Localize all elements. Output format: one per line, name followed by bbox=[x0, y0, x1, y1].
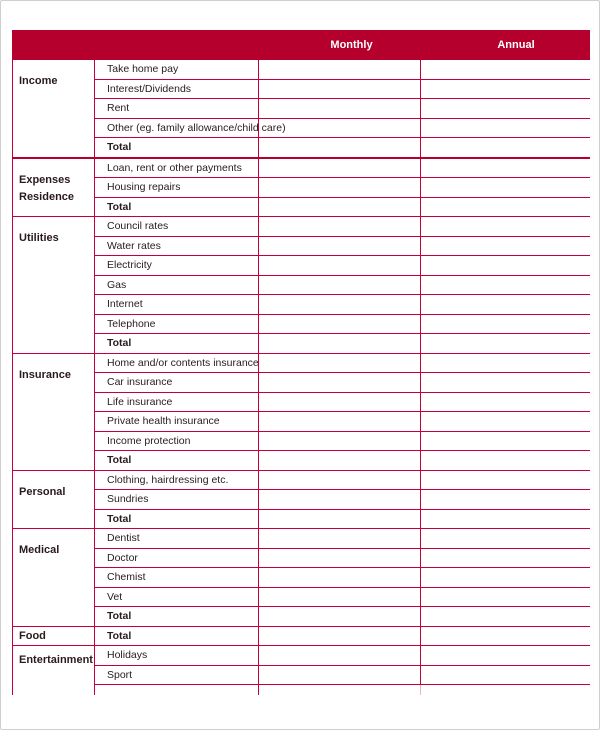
monthly-cell[interactable] bbox=[258, 256, 420, 275]
row-label: Interest/Dividends bbox=[107, 82, 192, 95]
monthly-cell[interactable] bbox=[258, 334, 420, 353]
table-row bbox=[94, 431, 590, 451]
annual-cell[interactable] bbox=[420, 256, 590, 275]
monthly-cell[interactable] bbox=[258, 373, 420, 392]
annual-cell[interactable] bbox=[420, 217, 590, 236]
row-label: Income protection bbox=[107, 434, 191, 447]
table-row bbox=[94, 587, 590, 607]
row-label: Take home pay bbox=[107, 63, 179, 75]
annual-cell[interactable] bbox=[420, 490, 590, 509]
annual-cell[interactable] bbox=[420, 627, 590, 646]
row-label: Telephone bbox=[107, 317, 156, 330]
table-row bbox=[94, 118, 590, 138]
category-label: Income bbox=[12, 60, 94, 157]
row-label: Holidays bbox=[107, 649, 148, 661]
row-label: Car insurance bbox=[107, 376, 173, 388]
category-label-line: Residence bbox=[19, 190, 75, 203]
annual-cell[interactable] bbox=[420, 119, 590, 138]
table-row bbox=[94, 411, 590, 431]
annual-cell[interactable] bbox=[420, 237, 590, 256]
annual-column-header: Annual bbox=[497, 39, 535, 51]
table-row bbox=[94, 294, 590, 314]
row-label: Life insurance bbox=[107, 395, 173, 408]
annual-cell[interactable] bbox=[420, 568, 590, 587]
row-label: Water rates bbox=[107, 239, 161, 252]
monthly-cell[interactable] bbox=[258, 80, 420, 99]
monthly-cell[interactable] bbox=[258, 490, 420, 509]
annual-cell[interactable] bbox=[420, 315, 590, 334]
annual-cell[interactable] bbox=[420, 685, 590, 695]
table-row bbox=[94, 79, 590, 99]
category-label: Entertainment bbox=[12, 646, 94, 695]
annual-cell[interactable] bbox=[420, 549, 590, 568]
monthly-cell[interactable] bbox=[258, 315, 420, 334]
table-row bbox=[94, 509, 590, 529]
row-total-label: Total bbox=[107, 512, 132, 525]
table-row bbox=[94, 646, 590, 665]
monthly-cell[interactable] bbox=[258, 588, 420, 607]
monthly-cell[interactable] bbox=[258, 646, 420, 665]
monthly-cell[interactable] bbox=[258, 627, 420, 646]
section-expenses-residence bbox=[12, 157, 590, 217]
table-row bbox=[94, 137, 590, 157]
category-label: Insurance bbox=[12, 354, 94, 470]
table-row bbox=[94, 627, 590, 646]
monthly-cell[interactable] bbox=[258, 607, 420, 626]
monthly-cell[interactable] bbox=[258, 432, 420, 451]
row-label bbox=[95, 685, 258, 695]
monthly-cell[interactable] bbox=[258, 237, 420, 256]
row-label: Doctor bbox=[107, 551, 138, 564]
monthly-cell[interactable] bbox=[258, 159, 420, 178]
row-label: Dentist bbox=[107, 532, 140, 544]
category-label bbox=[12, 159, 94, 217]
row-total-label: Total bbox=[107, 629, 132, 642]
annual-cell[interactable] bbox=[420, 607, 590, 626]
table-row bbox=[94, 236, 590, 256]
row-label: Private health insurance bbox=[107, 415, 220, 427]
row-label: Sport bbox=[107, 668, 133, 681]
monthly-cell[interactable] bbox=[258, 354, 420, 373]
section-personal bbox=[12, 470, 590, 529]
table-row bbox=[94, 489, 590, 509]
row-label: Rent bbox=[107, 102, 130, 114]
annual-cell[interactable] bbox=[420, 99, 590, 118]
monthly-cell[interactable] bbox=[258, 217, 420, 236]
table-row bbox=[94, 665, 590, 685]
row-label: Vet bbox=[107, 590, 123, 603]
category-label-line: Expenses bbox=[19, 173, 71, 186]
table-row bbox=[94, 606, 590, 626]
table-row bbox=[94, 372, 590, 392]
monthly-cell[interactable] bbox=[258, 60, 420, 79]
annual-cell[interactable] bbox=[420, 393, 590, 412]
section-utilities bbox=[12, 216, 590, 353]
row-label: Council rates bbox=[107, 220, 169, 232]
row-total-label: Total bbox=[107, 454, 132, 466]
table-row bbox=[94, 392, 590, 412]
annual-cell[interactable] bbox=[420, 646, 590, 665]
table-row bbox=[94, 333, 590, 353]
category-label: Personal bbox=[12, 471, 94, 529]
annual-cell[interactable] bbox=[420, 412, 590, 431]
table-row bbox=[94, 98, 590, 118]
monthly-cell[interactable] bbox=[258, 510, 420, 529]
section-insurance bbox=[12, 353, 590, 470]
section-medical bbox=[12, 528, 590, 626]
row-label: Gas bbox=[107, 278, 127, 291]
monthly-cell[interactable] bbox=[258, 119, 420, 138]
table-row bbox=[94, 548, 590, 568]
table-row bbox=[94, 197, 590, 217]
monthly-column-header: Monthly bbox=[330, 39, 373, 51]
row-label: Sundries bbox=[107, 493, 149, 505]
annual-cell[interactable] bbox=[420, 666, 590, 685]
table-row bbox=[94, 177, 590, 197]
row-label: Loan, rent or other payments bbox=[107, 161, 242, 174]
table-row bbox=[94, 275, 590, 295]
table-row bbox=[94, 450, 590, 470]
monthly-cell[interactable] bbox=[258, 529, 420, 548]
table-row bbox=[94, 255, 590, 275]
monthly-cell[interactable] bbox=[258, 568, 420, 587]
row-label: Other (eg. family allowance/child care) bbox=[107, 121, 286, 134]
annual-cell[interactable] bbox=[420, 510, 590, 529]
monthly-cell[interactable] bbox=[258, 295, 420, 314]
table-row bbox=[94, 217, 590, 236]
annual-cell[interactable] bbox=[420, 354, 590, 373]
table-row bbox=[94, 684, 590, 695]
table-row bbox=[94, 471, 590, 490]
annual-cell[interactable] bbox=[420, 178, 590, 197]
annual-cell[interactable] bbox=[420, 138, 590, 157]
annual-cell[interactable] bbox=[420, 276, 590, 295]
monthly-cell[interactable] bbox=[258, 685, 420, 695]
section-income bbox=[12, 60, 590, 157]
category-label: Utilities bbox=[12, 217, 94, 353]
table-row bbox=[94, 159, 590, 178]
monthly-cell[interactable] bbox=[258, 276, 420, 295]
monthly-cell[interactable] bbox=[258, 666, 420, 685]
table-row bbox=[94, 60, 590, 79]
row-total-label: Total bbox=[107, 610, 132, 622]
annual-cell[interactable] bbox=[420, 529, 590, 548]
table-row bbox=[94, 354, 590, 373]
monthly-cell[interactable] bbox=[258, 412, 420, 431]
category-label: Food bbox=[12, 627, 94, 646]
section-entertainment bbox=[12, 645, 590, 695]
table-row bbox=[94, 314, 590, 334]
table-row bbox=[94, 529, 590, 548]
annual-cell[interactable] bbox=[420, 432, 590, 451]
monthly-cell[interactable] bbox=[258, 138, 420, 157]
monthly-cell[interactable] bbox=[258, 198, 420, 217]
row-label: Housing repairs bbox=[107, 181, 181, 193]
annual-cell[interactable] bbox=[420, 80, 590, 99]
monthly-cell[interactable] bbox=[258, 549, 420, 568]
annual-cell[interactable] bbox=[420, 159, 590, 178]
table-row bbox=[94, 567, 590, 587]
row-total-label: Total bbox=[107, 200, 132, 213]
annual-cell[interactable] bbox=[420, 295, 590, 314]
monthly-cell[interactable] bbox=[258, 178, 420, 197]
row-label: Home and/or contents insurance bbox=[107, 356, 259, 369]
monthly-cell[interactable] bbox=[258, 393, 420, 412]
budget-table bbox=[12, 30, 590, 695]
annual-cell[interactable] bbox=[420, 334, 590, 353]
category-label: Medical bbox=[12, 529, 94, 626]
annual-cell[interactable] bbox=[420, 198, 590, 217]
row-label: Electricity bbox=[107, 259, 152, 271]
annual-cell[interactable] bbox=[420, 471, 590, 490]
monthly-cell[interactable] bbox=[258, 99, 420, 118]
annual-cell[interactable] bbox=[420, 588, 590, 607]
section-food bbox=[12, 626, 590, 646]
monthly-cell[interactable] bbox=[258, 471, 420, 490]
monthly-cell[interactable] bbox=[258, 451, 420, 470]
row-total-label: Total bbox=[107, 141, 132, 153]
row-label: Chemist bbox=[107, 571, 146, 583]
table-header bbox=[12, 30, 590, 60]
row-label: Internet bbox=[107, 298, 143, 310]
row-label: Clothing, hairdressing etc. bbox=[107, 473, 229, 486]
annual-cell[interactable] bbox=[420, 451, 590, 470]
annual-cell[interactable] bbox=[420, 373, 590, 392]
row-total-label: Total bbox=[107, 337, 132, 349]
annual-cell[interactable] bbox=[420, 60, 590, 79]
